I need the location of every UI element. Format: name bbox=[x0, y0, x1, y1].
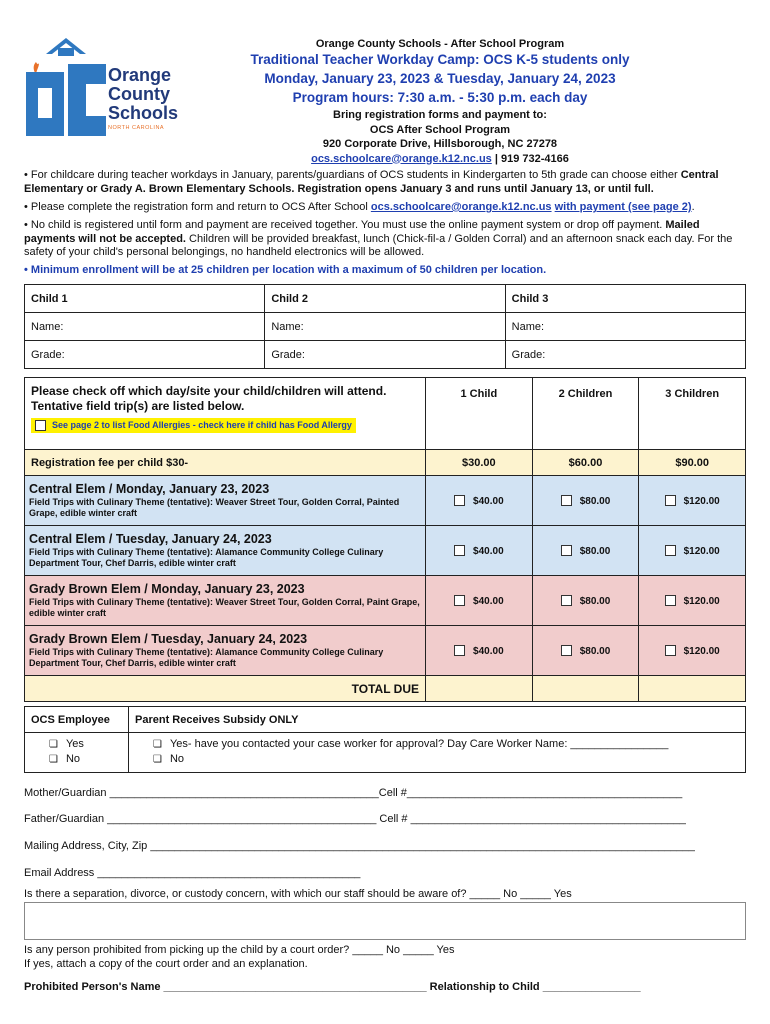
total-due-label: TOTAL DUE bbox=[25, 676, 426, 702]
price-cell[interactable]: $80.00 bbox=[532, 576, 639, 626]
orange-county-schools-logo bbox=[22, 36, 182, 146]
camp-title: Traditional Teacher Workday Camp: OCS K-5 students only bbox=[250, 52, 630, 67]
child-1-header: Child 1 bbox=[25, 285, 265, 313]
bullet-3: • No child is registered until form and payment are received together. You must use the online payment system or drop off payment. Mailed payments will not be accepted. Children will be provided breakfast, lunch (Chick-fil-a / Golden Corral) and an afternoon snack each day. For the safety of your child's personal belongings, no handheld electronics will be allowed. bbox=[24, 219, 733, 258]
day-row-grady-tue bbox=[25, 626, 426, 676]
day-subtitle: Field Trips with Culinary Theme (tentative): Weaver Street Tour, Golden Corral, Paint Grape, edible winter craft bbox=[29, 596, 420, 618]
checkbox[interactable] bbox=[454, 545, 465, 556]
prohibited-person-field[interactable]: Prohibited Person's Name ___________________________________________ Relationship to Child ________________ bbox=[24, 981, 641, 993]
day-row-central-tue bbox=[25, 526, 426, 576]
logo-line-2: County bbox=[108, 84, 170, 104]
info-line-2: OCS After School Program bbox=[369, 123, 511, 136]
children-table bbox=[24, 284, 746, 369]
logo-line-3: Schools bbox=[108, 103, 179, 123]
day-subtitle: Field Trips with Culinary Theme (tentative): Weaver Street Tour, Golden Corral, Painted Grape, edible winter craft bbox=[29, 496, 400, 518]
camp-hours: Program hours: 7:30 a.m. - 5:30 p.m. each day bbox=[292, 90, 588, 105]
price-cell[interactable]: $80.00 bbox=[532, 476, 639, 526]
prohibited-question[interactable]: Is any person prohibited from picking up the child by a court order? _____ No _____ Yes bbox=[24, 944, 455, 956]
employee-subsidy-table bbox=[24, 706, 746, 773]
price-cell[interactable]: $40.00 bbox=[426, 576, 533, 626]
day-row-central-mon bbox=[25, 476, 426, 526]
checkbox[interactable] bbox=[561, 595, 572, 606]
day-subtitle: Field Trips with Culinary Theme (tentative): Alamance Community College Culinary Department Tour, Chef Darris, edible winter craft bbox=[29, 646, 384, 668]
checkbox[interactable] bbox=[665, 545, 676, 556]
bullet-2: • Please complete the registration form and return to OCS After School ocs.schoolcare@orange.k12.nc.us with payment (see page 2). bbox=[24, 201, 695, 213]
employee-yes-option[interactable]: ❏ Yes bbox=[49, 738, 84, 750]
checkbox[interactable] bbox=[665, 595, 676, 606]
bullet-4: • Minimum enrollment will be at 25 children per location with a maximum of 50 children per location. bbox=[24, 264, 547, 276]
camp-dates: Monday, January 23, 2023 & Tuesday, January 24, 2023 bbox=[264, 71, 616, 86]
info-line-3: 920 Corporate Drive, Hillsborough, NC 27278 bbox=[322, 138, 558, 150]
checkbox[interactable] bbox=[561, 645, 572, 656]
fee-3: $90.00 bbox=[639, 450, 746, 476]
child-1-grade-field[interactable]: Grade: bbox=[25, 341, 265, 369]
child-2-name-field[interactable]: Name: bbox=[265, 313, 505, 341]
registration-fee-label: Registration fee per child $30- bbox=[25, 450, 426, 476]
fee-2: $60.00 bbox=[532, 450, 639, 476]
subsidy-no-option[interactable]: ❏ No bbox=[153, 753, 185, 765]
ocs-employee-header: OCS Employee bbox=[25, 707, 129, 733]
contact-line bbox=[200, 152, 680, 167]
day-subtitle: Field Trips with Culinary Theme (tentative): Alamance Community College Culinary Department Tour, Chef Darris, edible winter craft bbox=[29, 546, 384, 568]
col-2-children: 2 Children bbox=[532, 378, 639, 450]
price-cell[interactable]: $40.00 bbox=[426, 476, 533, 526]
instruction-text: Please check off which day/site your child/children will attend. Tentative field trip(s) are listed below. bbox=[31, 384, 387, 413]
father-guardian-field[interactable]: Father/Guardian ____________________________________________ Cell # _____________________________________________ bbox=[24, 813, 686, 825]
day-title: Grady Brown Elem / Tuesday, January 24, 2023 bbox=[29, 631, 308, 646]
payment-link[interactable]: with payment (see page 2) bbox=[554, 201, 692, 213]
subsidy-yes-option[interactable]: ❏ Yes- have you contacted your case worker for approval? Day Care Worker Name: ________________ bbox=[153, 738, 669, 750]
day-title: Central Elem / Tuesday, January 24, 2023 bbox=[29, 531, 272, 546]
instruction-cell bbox=[25, 378, 426, 450]
email-address-field[interactable]: Email Address ___________________________________________ bbox=[24, 867, 361, 879]
price-cell[interactable]: $120.00 bbox=[639, 626, 746, 676]
employee-no-option[interactable]: ❏ No bbox=[49, 753, 81, 765]
email-link[interactable]: ocs.schoolcare@orange.k12.nc.us bbox=[311, 152, 492, 165]
total-2[interactable] bbox=[532, 676, 639, 702]
mother-guardian-field[interactable]: Mother/Guardian ____________________________________________Cell #_____________________________________________ bbox=[24, 787, 683, 799]
child-3-grade-field[interactable]: Grade: bbox=[505, 341, 745, 369]
food-allergy-box[interactable] bbox=[35, 420, 46, 431]
info-line-1: Bring registration forms and payment to: bbox=[333, 109, 547, 121]
checkbox[interactable] bbox=[561, 545, 572, 556]
mailing-address-field[interactable]: Mailing Address, City, Zip _________________________________________________________________________________________ bbox=[24, 840, 695, 852]
col-3-children: 3 Children bbox=[639, 378, 746, 450]
child-1-name-field[interactable]: Name: bbox=[25, 313, 265, 341]
price-cell[interactable]: $80.00 bbox=[532, 526, 639, 576]
price-cell[interactable]: $40.00 bbox=[426, 526, 533, 576]
prohibited-note: If yes, attach a copy of the court order and an explanation. bbox=[24, 958, 308, 970]
custody-question[interactable]: Is there a separation, divorce, or custody concern, with which our staff should be aware of? _____ No _____ Yes bbox=[24, 888, 572, 900]
day-title: Central Elem / Monday, January 23, 2023 bbox=[29, 481, 270, 496]
food-allergy-checkbox[interactable]: See page 2 to list Food Allergies - check here if child has Food Allergy bbox=[31, 418, 356, 433]
checkbox[interactable] bbox=[454, 595, 465, 606]
logo-line-1: Orange bbox=[108, 65, 172, 85]
checkbox[interactable] bbox=[665, 645, 676, 656]
child-2-header: Child 2 bbox=[265, 285, 505, 313]
checkbox[interactable] bbox=[665, 495, 676, 506]
checkbox[interactable] bbox=[454, 645, 465, 656]
phone: | 919 732-4166 bbox=[491, 152, 569, 165]
fee-1: $30.00 bbox=[426, 450, 533, 476]
price-cell[interactable]: $120.00 bbox=[639, 476, 746, 526]
day-row-grady-mon bbox=[25, 576, 426, 626]
child-3-name-field[interactable]: Name: bbox=[505, 313, 745, 341]
col-1-child: 1 Child bbox=[426, 378, 533, 450]
custody-explanation-box[interactable] bbox=[24, 902, 746, 940]
checkbox[interactable] bbox=[561, 495, 572, 506]
subsidy-header: Parent Receives Subsidy ONLY bbox=[129, 707, 746, 733]
child-2-grade-field[interactable]: Grade: bbox=[265, 341, 505, 369]
child-3-header: Child 3 bbox=[505, 285, 745, 313]
price-cell[interactable]: $80.00 bbox=[532, 626, 639, 676]
price-cell[interactable]: $120.00 bbox=[639, 526, 746, 576]
bullet-1: • For childcare during teacher workdays in January, parents/guardians of OCS students in Kindergarten to 5th grade can choose either Central Elementary or Grady A. Brown Elementary Schools. Registration opens January 3 and runs until January 13, or until full. bbox=[24, 169, 719, 195]
email-link-2[interactable]: ocs.schoolcare@orange.k12.nc.us bbox=[370, 201, 552, 213]
checkbox[interactable] bbox=[454, 495, 465, 506]
price-cell[interactable]: $120.00 bbox=[639, 576, 746, 626]
price-cell[interactable]: $40.00 bbox=[426, 626, 533, 676]
total-3[interactable] bbox=[639, 676, 746, 702]
day-site-table bbox=[24, 377, 746, 702]
program-name: Orange County Schools - After School Program bbox=[315, 38, 565, 50]
total-1[interactable] bbox=[426, 676, 533, 702]
day-title: Grady Brown Elem / Monday, January 23, 2023 bbox=[29, 581, 305, 596]
logo-state: NORTH CAROLINA bbox=[108, 125, 165, 131]
